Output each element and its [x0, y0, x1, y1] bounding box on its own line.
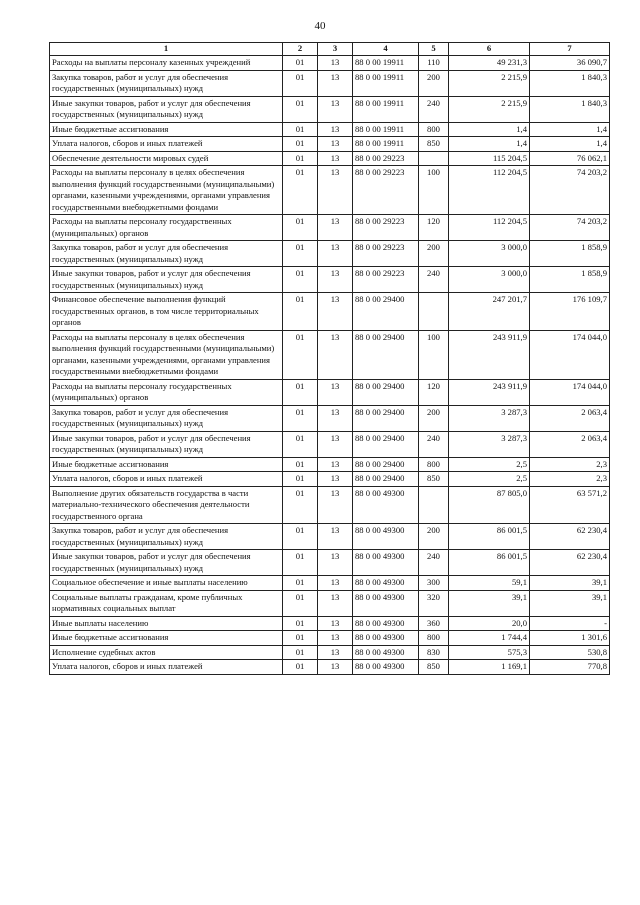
expense-type-cell: 110	[419, 56, 449, 71]
section-code-cell: 01	[283, 457, 318, 472]
expense-type-cell	[419, 151, 449, 166]
expense-type-cell: 120	[419, 379, 449, 405]
subsection-code-cell: 13	[318, 405, 353, 431]
section-code-cell: 01	[283, 486, 318, 524]
expense-name-cell: Обеспечение деятельности мировых судей	[50, 151, 283, 166]
expense-type-cell: 800	[419, 122, 449, 137]
target-article-cell: 88 0 00 19911	[353, 122, 419, 137]
table-row	[50, 457, 610, 472]
header-row	[50, 43, 610, 56]
planned-amount-cell: 112 204,5	[449, 166, 530, 215]
expense-type-cell: 830	[419, 645, 449, 660]
executed-amount-cell: 76 062,1	[530, 151, 610, 166]
section-code-cell: 01	[283, 151, 318, 166]
expense-type-cell: 120	[419, 215, 449, 241]
section-code-cell: 01	[283, 96, 318, 122]
expense-type-cell	[419, 486, 449, 524]
executed-amount-cell: 2 063,4	[530, 431, 610, 457]
target-article-cell: 88 0 00 29223	[353, 151, 419, 166]
executed-amount-cell: 1,4	[530, 137, 610, 152]
table-row	[50, 96, 610, 122]
subsection-code-cell: 13	[318, 631, 353, 646]
planned-amount-cell: 2,5	[449, 457, 530, 472]
expense-name-cell: Уплата налогов, сборов и иных платежей	[50, 660, 283, 675]
planned-amount-cell: 1,4	[449, 122, 530, 137]
target-article-cell: 88 0 00 29400	[353, 457, 419, 472]
subsection-code-cell: 13	[318, 660, 353, 675]
planned-amount-cell: 86 001,5	[449, 524, 530, 550]
executed-amount-cell: 1 840,3	[530, 70, 610, 96]
target-article-cell: 88 0 00 29400	[353, 330, 419, 379]
executed-amount-cell: 1 858,9	[530, 241, 610, 267]
planned-amount-cell: 2 215,9	[449, 96, 530, 122]
subsection-code-cell: 13	[318, 472, 353, 487]
target-article-cell: 88 0 00 49300	[353, 616, 419, 631]
planned-amount-cell: 39,1	[449, 590, 530, 616]
table-row	[50, 122, 610, 137]
table-row	[50, 590, 610, 616]
target-article-cell: 88 0 00 19911	[353, 70, 419, 96]
target-article-cell: 88 0 00 29223	[353, 166, 419, 215]
target-article-cell: 88 0 00 49300	[353, 550, 419, 576]
subsection-code-cell: 13	[318, 550, 353, 576]
target-article-cell: 88 0 00 19911	[353, 96, 419, 122]
target-article-cell: 88 0 00 19911	[353, 137, 419, 152]
expense-type-cell: 850	[419, 137, 449, 152]
expense-type-cell: 240	[419, 267, 449, 293]
column-header: 2	[283, 43, 318, 56]
section-code-cell: 01	[283, 241, 318, 267]
planned-amount-cell: 49 231,3	[449, 56, 530, 71]
target-article-cell: 88 0 00 49300	[353, 631, 419, 646]
subsection-code-cell: 13	[318, 379, 353, 405]
subsection-code-cell: 13	[318, 166, 353, 215]
target-article-cell: 88 0 00 29400	[353, 405, 419, 431]
expense-type-cell: 240	[419, 431, 449, 457]
expense-name-cell: Закупка товаров, работ и услуг для обеспечения государственных (муниципальных) нужд	[50, 405, 283, 431]
planned-amount-cell: 3 000,0	[449, 241, 530, 267]
section-code-cell: 01	[283, 631, 318, 646]
subsection-code-cell: 13	[318, 486, 353, 524]
executed-amount-cell: 1 840,3	[530, 96, 610, 122]
expense-name-cell: Финансовое обеспечение выполнения функций государственных органов, в том числе территориальных органов	[50, 293, 283, 331]
section-code-cell: 01	[283, 645, 318, 660]
section-code-cell: 01	[283, 267, 318, 293]
executed-amount-cell: 74 203,2	[530, 215, 610, 241]
section-code-cell: 01	[283, 122, 318, 137]
subsection-code-cell: 13	[318, 590, 353, 616]
expense-name-cell: Закупка товаров, работ и услуг для обеспечения государственных (муниципальных) нужд	[50, 524, 283, 550]
expense-name-cell: Выполнение других обязательств государства в части материально-технического обеспечения деятельности государственного органа	[50, 486, 283, 524]
executed-amount-cell: 1,4	[530, 122, 610, 137]
section-code-cell: 01	[283, 576, 318, 591]
section-code-cell: 01	[283, 472, 318, 487]
section-code-cell: 01	[283, 166, 318, 215]
expense-name-cell: Иные закупки товаров, работ и услуг для обеспечения государственных (муниципальных) нужд	[50, 431, 283, 457]
expense-type-cell: 300	[419, 576, 449, 591]
executed-amount-cell: 2 063,4	[530, 405, 610, 431]
section-code-cell: 01	[283, 215, 318, 241]
planned-amount-cell: 86 001,5	[449, 550, 530, 576]
target-article-cell: 88 0 00 29400	[353, 293, 419, 331]
planned-amount-cell: 112 204,5	[449, 215, 530, 241]
expense-type-cell: 240	[419, 96, 449, 122]
table-row	[50, 660, 610, 675]
expense-name-cell: Социальные выплаты гражданам, кроме публичных нормативных социальных выплат	[50, 590, 283, 616]
expense-type-cell: 800	[419, 457, 449, 472]
target-article-cell: 88 0 00 49300	[353, 524, 419, 550]
section-code-cell: 01	[283, 524, 318, 550]
planned-amount-cell: 575,3	[449, 645, 530, 660]
executed-amount-cell: 176 109,7	[530, 293, 610, 331]
expense-name-cell: Иные закупки товаров, работ и услуг для обеспечения государственных (муниципальных) нужд	[50, 267, 283, 293]
executed-amount-cell: -	[530, 616, 610, 631]
column-header: 1	[50, 43, 283, 56]
expense-name-cell: Иные выплаты населению	[50, 616, 283, 631]
executed-amount-cell: 36 090,7	[530, 56, 610, 71]
subsection-code-cell: 13	[318, 267, 353, 293]
table-row	[50, 379, 610, 405]
table-row	[50, 215, 610, 241]
table-row	[50, 137, 610, 152]
expense-name-cell: Иные бюджетные ассигнования	[50, 122, 283, 137]
table-row	[50, 550, 610, 576]
table-row	[50, 70, 610, 96]
subsection-code-cell: 13	[318, 151, 353, 166]
table-row	[50, 524, 610, 550]
table-row	[50, 405, 610, 431]
expense-name-cell: Расходы на выплаты персоналу казенных учреждений	[50, 56, 283, 71]
executed-amount-cell: 2,3	[530, 472, 610, 487]
subsection-code-cell: 13	[318, 576, 353, 591]
column-header: 7	[530, 43, 610, 56]
target-article-cell: 88 0 00 49300	[353, 660, 419, 675]
planned-amount-cell: 115 204,5	[449, 151, 530, 166]
expense-name-cell: Социальное обеспечение и иные выплаты населению	[50, 576, 283, 591]
subsection-code-cell: 13	[318, 137, 353, 152]
target-article-cell: 88 0 00 29400	[353, 472, 419, 487]
subsection-code-cell: 13	[318, 56, 353, 71]
subsection-code-cell: 13	[318, 293, 353, 331]
planned-amount-cell: 87 805,0	[449, 486, 530, 524]
subsection-code-cell: 13	[318, 330, 353, 379]
target-article-cell: 88 0 00 49300	[353, 486, 419, 524]
expense-type-cell: 240	[419, 550, 449, 576]
expense-name-cell: Уплата налогов, сборов и иных платежей	[50, 137, 283, 152]
planned-amount-cell: 3 287,3	[449, 405, 530, 431]
executed-amount-cell: 74 203,2	[530, 166, 610, 215]
subsection-code-cell: 13	[318, 431, 353, 457]
expense-type-cell	[419, 293, 449, 331]
section-code-cell: 01	[283, 293, 318, 331]
section-code-cell: 01	[283, 590, 318, 616]
table-row	[50, 151, 610, 166]
planned-amount-cell: 59,1	[449, 576, 530, 591]
executed-amount-cell: 770,8	[530, 660, 610, 675]
subsection-code-cell: 13	[318, 524, 353, 550]
expense-name-cell: Уплата налогов, сборов и иных платежей	[50, 472, 283, 487]
column-header: 4	[353, 43, 419, 56]
executed-amount-cell: 39,1	[530, 576, 610, 591]
page-number: 40	[314, 20, 326, 32]
target-article-cell: 88 0 00 49300	[353, 590, 419, 616]
executed-amount-cell: 174 044,0	[530, 379, 610, 405]
executed-amount-cell: 1 858,9	[530, 267, 610, 293]
column-header: 5	[419, 43, 449, 56]
expense-type-cell: 200	[419, 70, 449, 96]
section-code-cell: 01	[283, 330, 318, 379]
expense-name-cell: Закупка товаров, работ и услуг для обеспечения государственных (муниципальных) нужд	[50, 70, 283, 96]
section-code-cell: 01	[283, 550, 318, 576]
table-row	[50, 56, 610, 71]
target-article-cell: 88 0 00 29223	[353, 267, 419, 293]
target-article-cell: 88 0 00 49300	[353, 576, 419, 591]
subsection-code-cell: 13	[318, 215, 353, 241]
subsection-code-cell: 13	[318, 457, 353, 472]
planned-amount-cell: 247 201,7	[449, 293, 530, 331]
table-row	[50, 431, 610, 457]
column-header: 6	[449, 43, 530, 56]
expense-type-cell: 320	[419, 590, 449, 616]
expense-name-cell: Иные бюджетные ассигнования	[50, 631, 283, 646]
target-article-cell: 88 0 00 49300	[353, 645, 419, 660]
expense-name-cell: Расходы на выплаты персоналу в целях обеспечения выполнения функций государственными (муниципальными) органами, казенными учреждениями, органами управления государственными внебюджетными фондами	[50, 330, 283, 379]
section-code-cell: 01	[283, 70, 318, 96]
target-article-cell: 88 0 00 19911	[353, 56, 419, 71]
planned-amount-cell: 3 000,0	[449, 267, 530, 293]
table-row	[50, 486, 610, 524]
expense-type-cell: 100	[419, 166, 449, 215]
table-body	[50, 56, 610, 675]
target-article-cell: 88 0 00 29223	[353, 215, 419, 241]
expense-name-cell: Расходы на выплаты персоналу в целях обеспечения выполнения функций государственными (муниципальными) органами, казенными учреждениями, органами управления государственными внебюджетными фондами	[50, 166, 283, 215]
table-row	[50, 631, 610, 646]
expense-type-cell: 850	[419, 472, 449, 487]
section-code-cell: 01	[283, 379, 318, 405]
target-article-cell: 88 0 00 29400	[353, 431, 419, 457]
section-code-cell: 01	[283, 616, 318, 631]
subsection-code-cell: 13	[318, 616, 353, 631]
subsection-code-cell: 13	[318, 96, 353, 122]
expense-type-cell: 360	[419, 616, 449, 631]
expense-name-cell: Иные закупки товаров, работ и услуг для обеспечения государственных (муниципальных) нужд	[50, 550, 283, 576]
section-code-cell: 01	[283, 405, 318, 431]
executed-amount-cell: 62 230,4	[530, 550, 610, 576]
table-row	[50, 330, 610, 379]
target-article-cell: 88 0 00 29400	[353, 379, 419, 405]
executed-amount-cell: 174 044,0	[530, 330, 610, 379]
planned-amount-cell: 243 911,9	[449, 379, 530, 405]
planned-amount-cell: 20,0	[449, 616, 530, 631]
executed-amount-cell: 530,8	[530, 645, 610, 660]
subsection-code-cell: 13	[318, 122, 353, 137]
planned-amount-cell: 1 744,4	[449, 631, 530, 646]
table-row	[50, 576, 610, 591]
expense-type-cell: 800	[419, 631, 449, 646]
section-code-cell: 01	[283, 431, 318, 457]
planned-amount-cell: 243 911,9	[449, 330, 530, 379]
target-article-cell: 88 0 00 29223	[353, 241, 419, 267]
expense-type-cell: 200	[419, 524, 449, 550]
expense-type-cell: 850	[419, 660, 449, 675]
subsection-code-cell: 13	[318, 645, 353, 660]
expense-name-cell: Расходы на выплаты персоналу государственных (муниципальных) органов	[50, 379, 283, 405]
executed-amount-cell: 39,1	[530, 590, 610, 616]
expense-type-cell: 200	[419, 405, 449, 431]
expense-name-cell: Иные бюджетные ассигнования	[50, 457, 283, 472]
executed-amount-cell: 2,3	[530, 457, 610, 472]
table-row	[50, 645, 610, 660]
expense-type-cell: 200	[419, 241, 449, 267]
expense-name-cell: Расходы на выплаты персоналу государственных (муниципальных) органов	[50, 215, 283, 241]
planned-amount-cell: 1 169,1	[449, 660, 530, 675]
expense-name-cell: Исполнение судебных актов	[50, 645, 283, 660]
table-row	[50, 293, 610, 331]
planned-amount-cell: 3 287,3	[449, 431, 530, 457]
section-code-cell: 01	[283, 56, 318, 71]
executed-amount-cell: 1 301,6	[530, 631, 610, 646]
table-row	[50, 267, 610, 293]
executed-amount-cell: 62 230,4	[530, 524, 610, 550]
subsection-code-cell: 13	[318, 241, 353, 267]
expense-name-cell: Иные закупки товаров, работ и услуг для обеспечения государственных (муниципальных) нужд	[50, 96, 283, 122]
subsection-code-cell: 13	[318, 70, 353, 96]
planned-amount-cell: 2,5	[449, 472, 530, 487]
table-row	[50, 472, 610, 487]
expense-type-cell: 100	[419, 330, 449, 379]
column-header: 3	[318, 43, 353, 56]
planned-amount-cell: 1,4	[449, 137, 530, 152]
planned-amount-cell: 2 215,9	[449, 70, 530, 96]
expense-name-cell: Закупка товаров, работ и услуг для обеспечения государственных (муниципальных) нужд	[50, 241, 283, 267]
budget-table	[49, 42, 610, 675]
section-code-cell: 01	[283, 660, 318, 675]
executed-amount-cell: 63 571,2	[530, 486, 610, 524]
table-row	[50, 616, 610, 631]
table-row	[50, 166, 610, 215]
table-row	[50, 241, 610, 267]
section-code-cell: 01	[283, 137, 318, 152]
